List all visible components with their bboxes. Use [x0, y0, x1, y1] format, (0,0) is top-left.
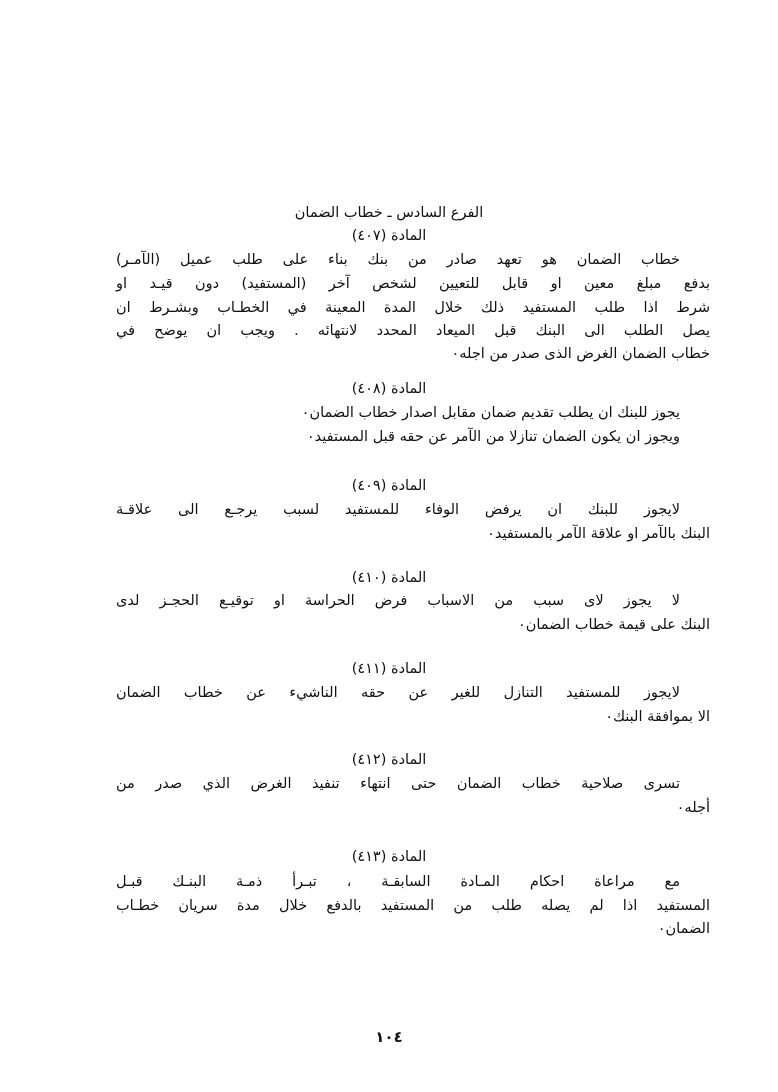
article-line: لايجوز للمستفيد التنازل للغير عن حقه الناشيء عن خطاب الضمان — [116, 685, 680, 701]
page-number: ١٠٤ — [375, 1028, 403, 1046]
article-line: خطاب الضمان هو تعهد صادر من بنك بناء على طلب عميل (الآمـر) — [116, 252, 680, 268]
article-line: لايجوز للبنك ان يرفض الوفاء للمستفيد لسبب يرجـع الى علاقـة — [116, 502, 680, 518]
article-line: تسرى صلاحية خطاب الضمان حتى انتهاء تنفيذ الغرض الذي صدر من — [116, 776, 680, 792]
section-title: الفرع السادس ـ خطاب الضمان — [294, 205, 484, 221]
article-line: ويجوز ان يكون الضمان تنازلا من الآمر عن حقه قبل المستفيد٠ — [306, 429, 680, 445]
article-line: شرط اذا طلب المستفيد ذلك خلال المدة المعينة في الخطـاب وبشـرط ان — [116, 300, 710, 316]
article-line: البنك على قيمة خطاب الضمان٠ — [517, 617, 710, 633]
article-line: مع مراعاة احكام المـادة السابقـة ، تبـرأ ذمـة البنـك قبـل — [116, 874, 680, 890]
article-line: خطاب الضمان الغرض الذى صدر من اجله٠ — [451, 346, 710, 362]
article-line: لا يجوز لاى سبب من الاسباب فرض الحراسة او توقيـع الحجـز لدى — [116, 593, 680, 609]
article-line: يجوز للبنك ان يطلب تقديم ضمان مقابل اصدار خطاب الضمان٠ — [301, 405, 680, 421]
article-line: بدفع مبلغ معين او قابل للتعيين لشخص آخر (المستفيد) دون قيـد او — [116, 276, 710, 292]
article-line: البنك بالآمر او علاقة الآمر بالمستفيد٠ — [487, 526, 710, 542]
article-line: يصل الطلب الى البنك قبل الميعاد المحدد لانتهائه . ويجب ان يوضح في — [116, 323, 710, 339]
article-heading: المادة (٤١١) — [351, 661, 427, 677]
article-heading: المادة (٤١٢) — [351, 752, 427, 768]
article-heading: المادة (٤١٠) — [351, 570, 427, 586]
article-line: الضمان٠ — [657, 921, 710, 937]
article-heading: المادة (٤٠٧) — [351, 228, 427, 244]
article-heading: المادة (٤٠٨) — [351, 381, 427, 397]
article-line: الا بموافقة البنك٠ — [605, 709, 710, 725]
article-heading: المادة (٤١٣) — [351, 849, 427, 865]
article-heading: المادة (٤٠٩) — [351, 478, 427, 494]
article-line: المستفيد اذا لم يصله طلب من المستفيد بالدفع خلال مدة سريان خطـاب — [116, 898, 710, 914]
article-line: أجله٠ — [676, 800, 710, 816]
